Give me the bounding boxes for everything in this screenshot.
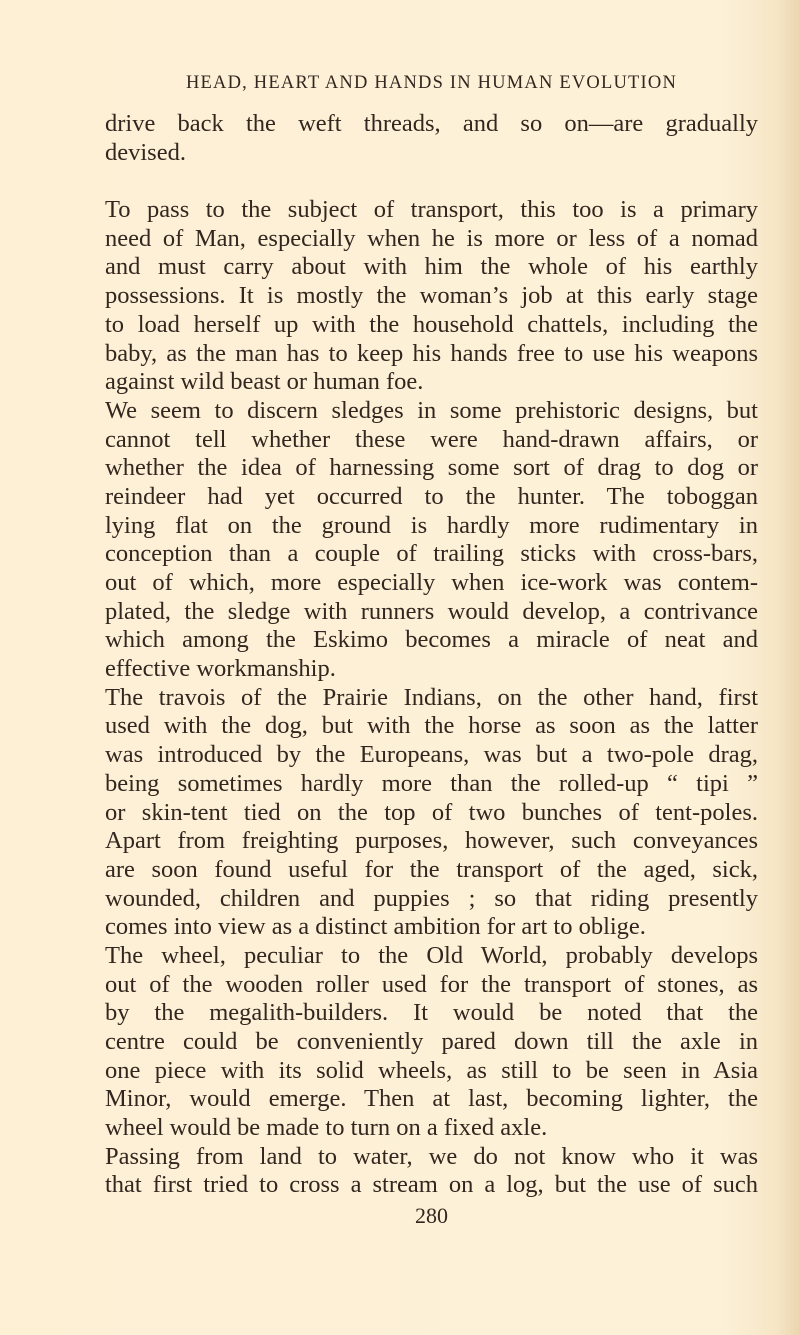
text-line: are soon found useful for the transport of the aged, sick, — [105, 855, 758, 883]
paragraph-gap — [105, 167, 758, 196]
text-line: out of the wooden roller used for the transport of stones, as — [105, 970, 758, 998]
text-line: effective workmanship. — [105, 655, 336, 683]
text-line: Minor, would emerge. Then at last, becoming lighter, the — [105, 1085, 758, 1113]
page-number: 280 — [415, 1203, 448, 1228]
text-line: devised. — [105, 138, 186, 166]
text-line: out of which, more especially when ice-work was contem- — [105, 569, 758, 596]
text-line: conception than a couple of trailing sticks with cross-bars, — [105, 540, 758, 568]
text-line: wounded, children and puppies ; so that riding presently — [105, 884, 758, 912]
text-line: cannot tell whether these were hand-drawn affairs, or — [105, 425, 758, 453]
text-line: comes into view as a distinct ambition for art to oblige. — [105, 913, 646, 941]
text-line: whether the idea of harnessing some sort of drag to dog or — [105, 454, 758, 482]
text-line: was introduced by the Europeans, was but a two-pole drag, — [105, 741, 758, 769]
text-line: The travois of the Prairie Indians, on the other hand, first — [105, 683, 758, 711]
text-line: and must carry about with him the whole of his earthly — [105, 253, 758, 281]
text-line: We seem to discern sledges in some prehistoric designs, but — [105, 396, 758, 424]
text-line: being sometimes hardly more than the rolled-up “ tipi ” — [105, 769, 758, 797]
text-line: or skin-tent tied on the top of two bunches of tent-poles. — [105, 798, 758, 826]
text-line: drive back the weft threads, and so on—are gradually — [105, 110, 758, 137]
text-line: which among the Eskimo becomes a miracle of neat and — [105, 626, 758, 654]
running-header: HEAD, HEART AND HANDS IN HUMAN EVOLUTION — [185, 73, 678, 93]
text-line: used with the dog, but with the horse as soon as the latter — [105, 712, 758, 740]
text-line: centre could be conveniently pared down till the axle in — [105, 1028, 758, 1055]
text-line: reindeer had yet occurred to the hunter. The toboggan — [105, 482, 758, 510]
text-line: Passing from land to water, we do not know who it was — [105, 1142, 758, 1170]
text-line: The wheel, peculiar to the Old World, probably develops — [105, 941, 758, 969]
text-line: need of Man, especially when he is more or less of a nomad — [105, 224, 758, 252]
text-line: that first tried to cross a stream on a log, but the use of such — [105, 1171, 758, 1199]
body-text — [105, 110, 758, 1200]
text-line: to load herself up with the household chattels, including the — [105, 310, 758, 338]
text-line: Apart from freighting purposes, however, such conveyances — [105, 827, 758, 855]
text-line: against wild beast or human foe. — [105, 368, 424, 396]
text-line: wheel would be made to turn on a fixed axle. — [105, 1114, 548, 1142]
text-line: by the megalith-builders. It would be noted that the — [105, 999, 758, 1027]
text-line: lying flat on the ground is hardly more rudimentary in — [105, 511, 758, 539]
text-line: possessions. It is mostly the woman’s job at this early stage — [105, 282, 758, 310]
text-line: one piece with its solid wheels, as still to be seen in Asia — [105, 1056, 758, 1084]
text-line: To pass to the subject of transport, this too is a primary — [105, 196, 758, 224]
text-line: plated, the sledge with runners would develop, a contrivance — [105, 597, 758, 625]
text-line: baby, as the man has to keep his hands free to use his weapons — [105, 339, 758, 367]
